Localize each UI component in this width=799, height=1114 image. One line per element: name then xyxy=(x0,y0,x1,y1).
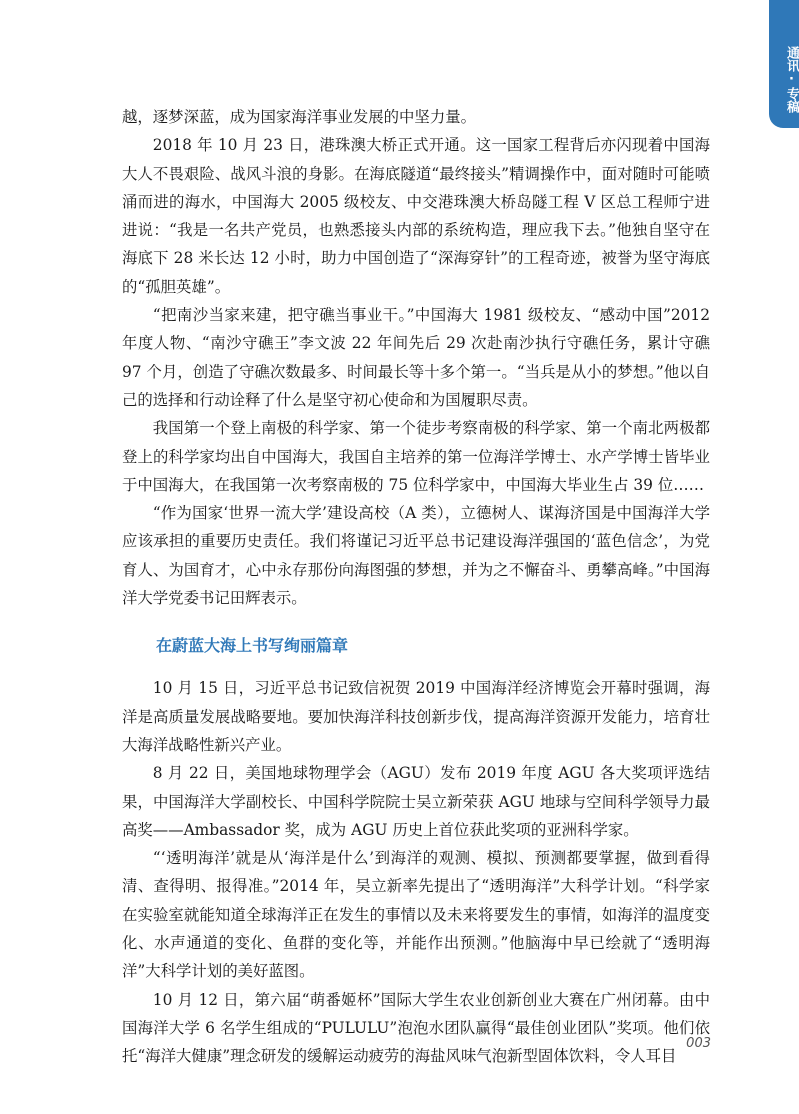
section-tab-label: 通讯·专稿 xyxy=(784,46,799,113)
paragraph: 越，逐梦深蓝，成为国家海洋事业发展的中坚力量。 xyxy=(122,108,476,126)
paragraph: 8 月 22 日，美国地球物理学会（AGU）发布 2019 年度 AGU 各大奖项评选结果，中国海洋大学副校长、中国科学院院士吴立新荣获 AGU 地球与空间科学领导力最高奖——Ambassador 奖，成为 AGU 历史上首位获此奖项的亚洲科学家。 xyxy=(122,764,710,839)
paragraph: “‘透明海洋’就是从‘海洋是什么’到海洋的观测、模拟、预测都要掌握，做到看得清、查得明、报得准。”2014 年，吴立新率先提出了“透明海洋”大科学计划。“科学家在实验室就能知道全球海洋正在发生的事情以及未来将要发生的事情，如海洋的温度变化、水声通道的变化、鱼群的变化等，并能作出预测。”他脑海中早已绘就了“透明海洋”大科学计划的美好蓝图。 xyxy=(122,849,710,981)
article-body xyxy=(122,103,710,1071)
section-tab xyxy=(769,0,799,128)
paragraph: 我国第一个登上南极的科学家、第一个徒步考察南极的科学家、第一个南北两极都登上的科学家均出自中国海大，我国自主培养的第一位海洋学博士、水产学博士皆毕业于中国海大，在我国第一次考察南极的 75 位科学家中，中国海大毕业生占 39 位…… xyxy=(122,419,710,494)
paragraph: 10 月 15 日，习近平总书记致信祝贺 2019 中国海洋经济博览会开幕时强调，海洋是高质量发展战略要地。要加快海洋科技创新步伐，提高海洋资源开发能力，培育壮大海洋战略性新兴产业。 xyxy=(122,679,710,754)
paragraph: “把南沙当家来建，把守礁当事业干。”中国海大 1981 级校友、“感动中国”2012 年度人物、“南沙守礁王”李文波 22 年间先后 29 次赴南沙执行守礁任务，累计守礁 97 个月，创造了守礁次数最多、时间最长等十多个第一。“当兵是从小的梦想。”他以自己的选择和行动诠释了什么是坚守初心使命和为国履职尽责。 xyxy=(122,306,710,409)
paragraph: 10 月 12 日，第六届“萌番姬杯”国际大学生农业创新创业大赛在广州闭幕。由中国海洋大学 6 名学生组成的“PULULU”泡泡水团队赢得“最佳创业团队”奖项。他们依托“海洋大健康”理念研发的缓解运动疲劳的海盐风味气泡新型固体饮料，令人耳目 xyxy=(122,990,710,1066)
page-number: 003 xyxy=(686,1036,711,1051)
paragraph: “作为国家‘世界一流大学’建设高校（A 类），立德树人、谋海济国是中国海洋大学应该承担的重要历史责任。我们将谨记习近平总书记建设海洋强国的‘蓝色信念’，为党育人、为国育才，心中永存那份向海图强的梦想，并为之不懈奋斗、勇攀高峰。”中国海洋大学党委书记田辉表示。 xyxy=(122,504,710,608)
section-heading: 在蔚蓝大海上书写绚丽篇章 xyxy=(156,636,349,656)
paragraph: 2018 年 10 月 23 日，港珠澳大桥正式开通。这一国家工程背后亦闪现着中国海大人不畏艰险、战风斗浪的身影。在海底隧道“最终接头”精调操作中，面对随时可能喷涌而进的海水，中国海大 2005 级校友、中交港珠澳大桥岛隧工程 V 区总工程师宁进进说：“我是一名共产党员，也熟悉接头内部的系统构造，理应我下去。”他独自坚守在海底下 28 米长达 12 小时，助力中国创造了“深海穿针”的工程奇迹，被誉为坚守海底的“孤胆英雄”。 xyxy=(122,136,710,296)
